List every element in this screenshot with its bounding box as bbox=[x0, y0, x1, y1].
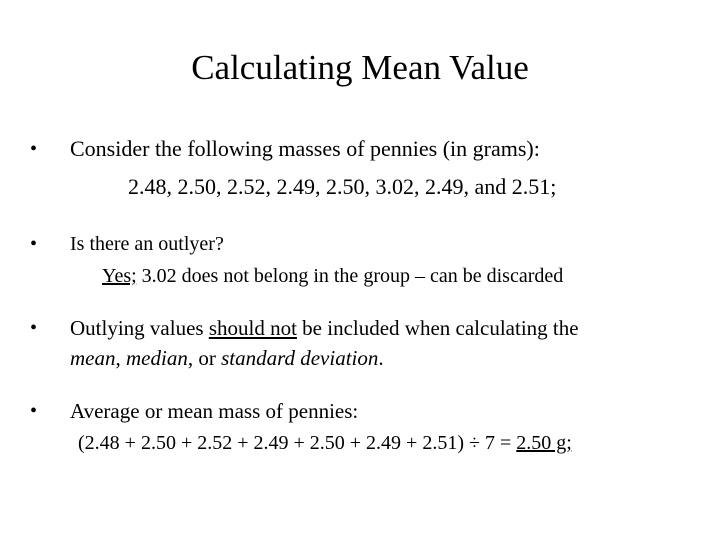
bullet-text bbox=[70, 314, 579, 342]
term-standard-deviation: standard deviation bbox=[221, 346, 379, 370]
text-part: , or bbox=[187, 346, 222, 370]
answer-yes: Yes; bbox=[102, 265, 137, 287]
mean-result: 2.50 g; bbox=[516, 432, 572, 454]
masses-list: 2.48, 2.50, 2.52, 2.49, 2.50, 3.02, 2.49, and 2.51; bbox=[128, 174, 557, 199]
equation: (2.48 + 2.50 + 2.52 + 2.49 + 2.50 + 2.49 + 2.51) ÷ 7 = bbox=[78, 432, 517, 454]
mean-calculation bbox=[78, 429, 572, 457]
outlyer-answer bbox=[102, 262, 563, 290]
statistics-terms bbox=[70, 344, 384, 372]
emphasis-should-not: should not bbox=[208, 316, 297, 340]
text-part: Outlying values bbox=[70, 316, 209, 340]
slide-title: Calculating Mean Value bbox=[191, 48, 529, 87]
bullet-text: Average or mean mass of pennies: bbox=[70, 399, 359, 423]
text-part: , bbox=[115, 346, 126, 370]
text-part: . bbox=[378, 346, 384, 370]
bullet-point: • bbox=[30, 233, 38, 255]
bullet-point: • bbox=[30, 138, 38, 160]
text-part: be included when calculating the bbox=[296, 316, 579, 340]
answer-explanation: 3.02 does not belong in the group – can be discarded bbox=[136, 265, 564, 287]
bullet-text: Consider the following masses of pennies (in grams): bbox=[70, 136, 540, 161]
term-median: median bbox=[126, 346, 188, 370]
bullet-text: Is there an outlyer? bbox=[70, 233, 224, 255]
bullet-point: • bbox=[30, 317, 38, 339]
bullet-point: • bbox=[30, 400, 38, 422]
term-mean: mean bbox=[70, 346, 116, 370]
